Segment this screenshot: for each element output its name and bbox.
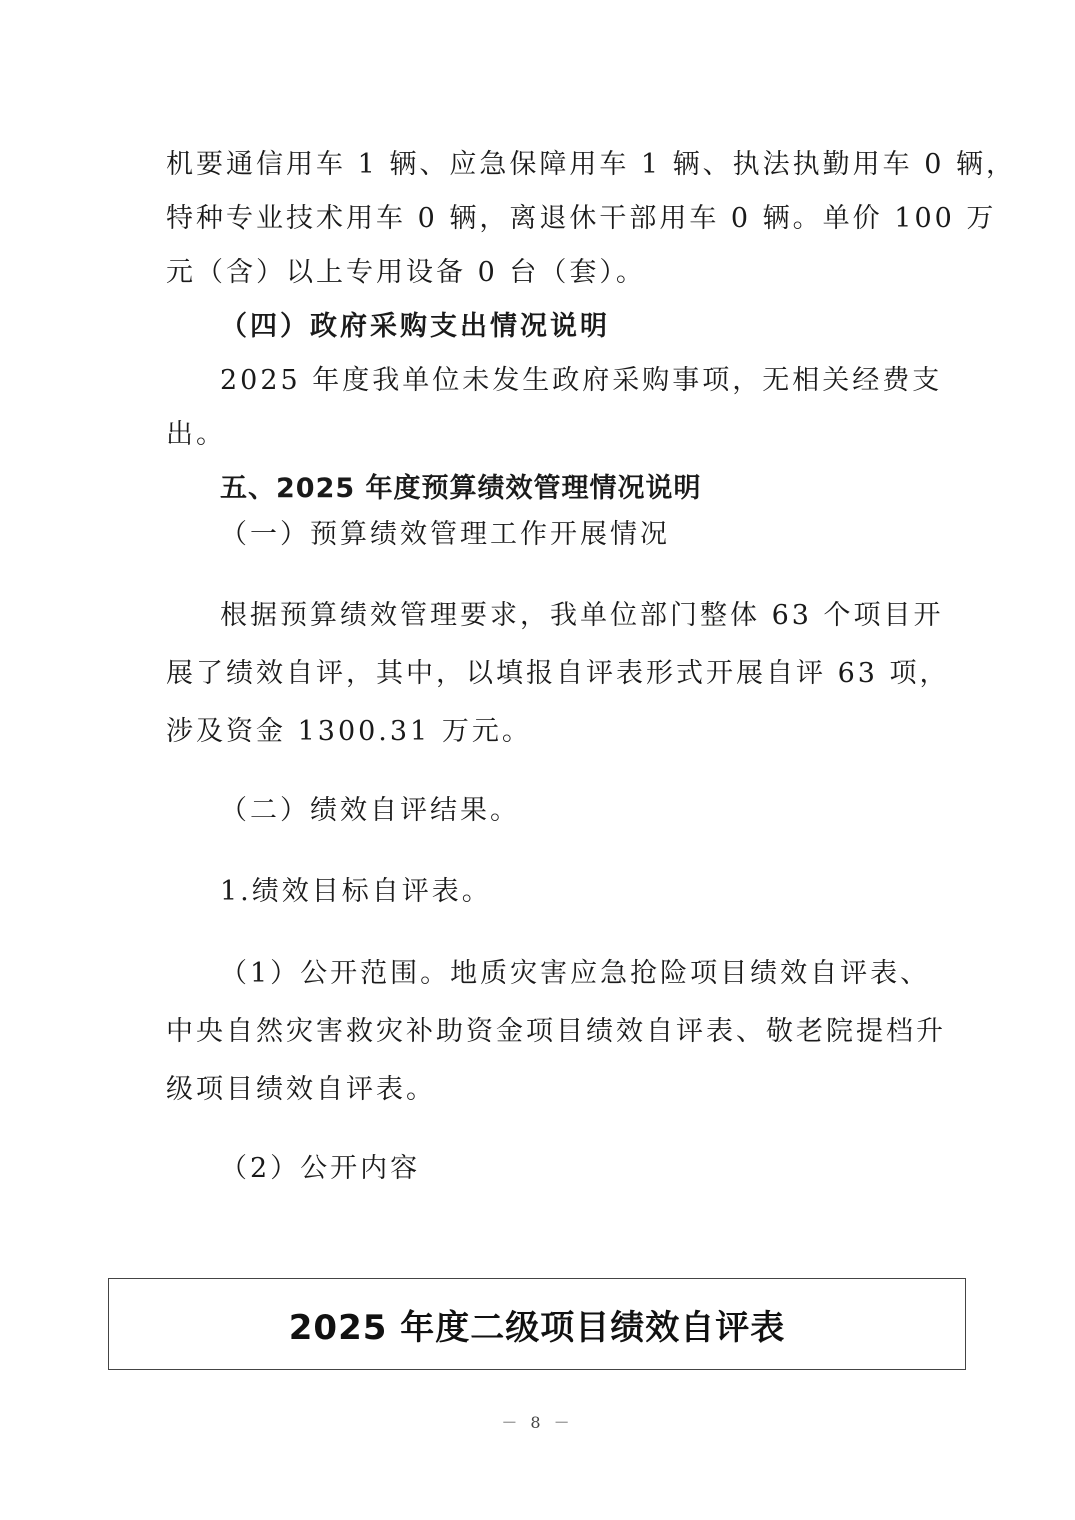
paragraph-line: 中央自然灾害救灾补助资金项目绩效自评表、敬老院提档升 — [166, 1016, 946, 1047]
paragraph-line: 级项目绩效自评表。 — [166, 1074, 436, 1105]
item-heading: 1.绩效目标自评表。 — [220, 876, 492, 907]
paragraph-line: 2025 年度我单位未发生政府采购事项，无相关经费支 — [220, 365, 943, 396]
paragraph-line: 涉及资金 1300.31 万元。 — [166, 716, 532, 747]
paragraph-line: 出。 — [166, 419, 226, 450]
subsection-heading: （二）绩效自评结果。 — [220, 795, 520, 826]
paragraph-line: （1）公开范围。地质灾害应急抢险项目绩效自评表、 — [220, 958, 931, 989]
section-heading: （四）政府采购支出情况说明 — [220, 311, 610, 342]
paragraph-line: 展了绩效自评，其中，以填报自评表形式开展自评 63 项， — [166, 658, 950, 689]
paragraph-line: 根据预算绩效管理要求，我单位部门整体 63 个项目开 — [220, 600, 944, 631]
table-title-box — [108, 1278, 966, 1370]
paragraph-line: 机要通信用车 1 辆、应急保障用车 1 辆、执法执勤用车 0 辆， — [166, 149, 1017, 180]
paragraph-line: （2）公开内容 — [220, 1153, 421, 1184]
section-heading: 五、2025 年度预算绩效管理情况说明 — [220, 473, 702, 504]
page-number: － 8 － — [501, 1413, 574, 1432]
table-title: 2025 年度二级项目绩效自评表 — [288, 1307, 786, 1348]
subsection-heading: （一）预算绩效管理工作开展情况 — [220, 519, 670, 550]
paragraph-line: 元（含）以上专用设备 0 台（套）。 — [166, 257, 646, 288]
paragraph-line: 特种专业技术用车 0 辆，离退休干部用车 0 辆。单价 100 万 — [166, 203, 997, 234]
